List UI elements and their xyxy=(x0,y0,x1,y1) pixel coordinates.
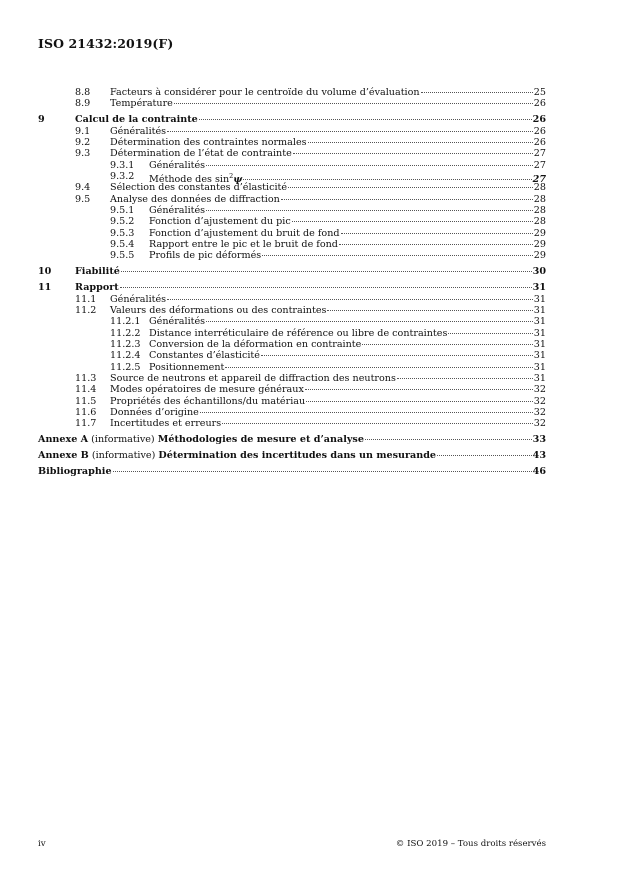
toc-entry[interactable] xyxy=(38,305,546,316)
toc-entry-text: Distance interréticulaire de référence ou libre de contraintes xyxy=(149,327,448,339)
toc-entry-number: 11 xyxy=(38,282,52,294)
toc-page-number: 43 xyxy=(532,450,546,462)
toc-entry-title xyxy=(149,205,205,216)
toc-entry-number: 9.3.1 xyxy=(110,159,135,171)
toc-entry-number: 11.2.1 xyxy=(110,316,141,328)
toc-entry[interactable] xyxy=(38,87,546,98)
toc-entry-title xyxy=(149,328,447,339)
toc-entry-title xyxy=(110,407,199,418)
toc-page-number: 29 xyxy=(533,250,546,262)
footer-copyright: © ISO 2019 – Tous droits réservés xyxy=(395,839,546,849)
toc-page-number: 31 xyxy=(533,327,546,339)
toc-annex-title: Détermination des incertitudes dans un mesurande xyxy=(158,450,437,462)
toc-page-number: 28 xyxy=(533,216,546,228)
toc-entry-text: Fiabilité xyxy=(75,266,120,278)
toc-entry-number: 8.9 xyxy=(75,98,91,110)
toc-entry-text: Conversion de la déformation en contrainte xyxy=(149,339,362,350)
toc-entry[interactable] xyxy=(38,294,546,305)
toc-entry-number: 9.5.4 xyxy=(110,239,135,251)
toc-entry[interactable] xyxy=(38,384,546,395)
toc-entry-title xyxy=(110,384,304,395)
toc-entry-text: Rapport xyxy=(75,282,119,294)
toc-entry-number: 10 xyxy=(38,266,52,278)
toc-entry[interactable] xyxy=(38,160,546,171)
toc-entry[interactable] xyxy=(38,250,546,261)
toc-entry-text: Analyse des données de diffraction xyxy=(110,193,280,205)
toc-page-number: 32 xyxy=(533,384,546,396)
toc-leader-dots xyxy=(167,131,533,132)
toc-entry-title xyxy=(110,305,326,316)
toc-page-number: 33 xyxy=(532,434,546,446)
toc-entry-number: 11.5 xyxy=(75,395,97,407)
toc-entry-text: Rapport entre le pic et le bruit de fond xyxy=(149,239,338,251)
toc-page-number: 28 xyxy=(533,193,546,205)
toc-leader-dots xyxy=(308,142,533,143)
toc-entry[interactable] xyxy=(38,194,546,205)
toc-entry-number: 9 xyxy=(38,114,45,126)
toc-annex-label: Annexe A xyxy=(38,434,89,446)
toc-entry[interactable] xyxy=(38,126,546,137)
toc-entry-text: Fonction d’ajustement du pic xyxy=(149,216,291,228)
toc-leader-dots xyxy=(306,401,533,402)
toc-leader-dots xyxy=(261,355,533,356)
toc-leader-dots xyxy=(288,187,533,188)
toc-leader-dots xyxy=(281,199,533,200)
toc-entry-text: Température xyxy=(110,98,173,110)
toc-entry-number: 11.2.4 xyxy=(110,350,141,362)
toc-entry-text: Positionnement xyxy=(149,361,225,373)
toc-entry[interactable] xyxy=(38,137,546,148)
toc-entry-text: Généralités xyxy=(149,159,206,171)
toc-entry-title xyxy=(149,216,291,227)
toc-entry-text: Profils de pic déformés xyxy=(149,250,262,262)
toc-entry-text: Incertitudes et erreurs xyxy=(110,418,222,430)
toc-entry-text: Méthode des sin xyxy=(149,174,230,186)
toc-entry-text: Données d’origine xyxy=(110,407,199,419)
toc-entry-number: 11.2.2 xyxy=(110,327,141,339)
toc-entry-title xyxy=(110,126,166,137)
toc-entry-title xyxy=(75,266,120,277)
toc-page-number: 32 xyxy=(533,418,546,430)
toc-entry-title xyxy=(149,362,224,373)
toc-entry-number: 9.3 xyxy=(75,148,91,160)
toc-leader-dots xyxy=(167,299,533,300)
toc-entry-title xyxy=(38,434,364,445)
toc-entry-text: Généralités xyxy=(149,316,206,328)
toc-entry-text: Détermination de l’état de contrainte xyxy=(110,148,292,160)
toc-entry-title xyxy=(38,466,112,477)
toc-page-number: 25 xyxy=(533,87,546,98)
toc-page-number: 32 xyxy=(533,407,546,419)
toc-entry-title xyxy=(149,339,361,350)
toc-entry[interactable] xyxy=(38,282,546,293)
toc-page-number: 31 xyxy=(533,304,546,316)
toc-entry-title xyxy=(75,282,119,293)
toc-entry-title xyxy=(110,137,307,148)
table-of-contents xyxy=(38,87,546,478)
toc-entry-title xyxy=(149,228,340,239)
toc-page-number: 31 xyxy=(533,350,546,362)
toc-entry-text: Calcul de la contrainte xyxy=(75,114,198,126)
toc-entry[interactable] xyxy=(38,328,546,339)
toc-entry-number: 11.1 xyxy=(75,293,97,305)
toc-entry[interactable] xyxy=(38,450,546,461)
toc-entry-text: Généralités xyxy=(110,293,167,305)
toc-annex-label: Annexe B xyxy=(38,450,89,462)
toc-entry-number: 8.8 xyxy=(75,87,91,98)
toc-entry-title xyxy=(149,350,260,361)
toc-page-number: 27 xyxy=(533,148,546,160)
toc-leader-dots xyxy=(327,310,532,311)
toc-entry-text: Sélection des constantes d’élasticité xyxy=(110,182,288,194)
toc-leader-dots xyxy=(262,255,533,256)
toc-leader-dots xyxy=(397,378,533,379)
toc-entry-text: Facteurs à considérer pour le centroïde du volume d’évaluation xyxy=(110,87,420,98)
toc-entry-title xyxy=(149,316,205,327)
toc-entry[interactable] xyxy=(38,266,546,277)
toc-entry-number: 9.4 xyxy=(75,182,91,194)
toc-entry-number: 11.2.5 xyxy=(110,361,141,373)
toc-entry-number: 9.2 xyxy=(75,136,91,148)
toc-entry[interactable] xyxy=(38,434,546,445)
toc-entry-number: 9.1 xyxy=(75,125,91,137)
toc-page-number: 26 xyxy=(532,114,546,126)
toc-leader-dots xyxy=(341,233,533,234)
toc-leader-dots xyxy=(305,389,533,390)
toc-page-number: 26 xyxy=(533,136,546,148)
toc-entry[interactable] xyxy=(38,148,546,159)
toc-leader-dots xyxy=(365,439,532,440)
toc-entry[interactable] xyxy=(38,114,546,125)
toc-entry-number: 9.5.5 xyxy=(110,250,135,262)
toc-entry-text: Généralités xyxy=(149,205,206,217)
toc-annex-title: Méthodologies de mesure et d’analyse xyxy=(157,434,364,446)
toc-entry[interactable] xyxy=(38,171,546,186)
toc-leader-dots xyxy=(113,471,532,472)
toc-page-number: 31 xyxy=(533,373,546,385)
toc-page-number: 29 xyxy=(533,239,546,251)
toc-entry[interactable] xyxy=(38,339,546,350)
toc-page-number: 31 xyxy=(533,293,546,305)
toc-leader-dots xyxy=(222,423,533,424)
toc-page-number: 27 xyxy=(533,159,546,171)
toc-page-number: 30 xyxy=(532,266,546,278)
toc-entry-number: 9.5.2 xyxy=(110,216,135,228)
toc-page-number: 31 xyxy=(532,282,546,294)
toc-annex-qualifier: (informative) xyxy=(91,434,155,446)
toc-entry-title xyxy=(110,98,173,109)
toc-entry-text: Propriétés des échantillons/du matériau xyxy=(110,395,306,407)
toc-entry[interactable] xyxy=(38,396,546,407)
toc-entry-number: 9.3.2 xyxy=(110,171,135,182)
toc-leader-dots xyxy=(293,153,533,154)
toc-leader-dots xyxy=(421,92,533,93)
toc-leader-dots xyxy=(292,221,533,222)
toc-entry-text: Détermination des contraintes normales xyxy=(110,136,307,148)
toc-entry-text: Généralités xyxy=(110,125,167,137)
toc-page-number: 31 xyxy=(533,361,546,373)
toc-entry-title xyxy=(149,160,205,171)
toc-entry-title xyxy=(149,239,338,250)
toc-leader-dots xyxy=(225,367,532,368)
toc-leader-dots xyxy=(339,244,533,245)
toc-leader-dots xyxy=(174,103,533,104)
toc-annex-title: Bibliographie xyxy=(38,466,112,478)
toc-entry-title xyxy=(110,194,280,205)
toc-leader-dots xyxy=(448,333,532,334)
toc-page-number: 32 xyxy=(533,395,546,407)
toc-entry-number: 9.5.1 xyxy=(110,205,135,217)
toc-entry-title xyxy=(149,250,261,261)
toc-entry-title xyxy=(110,87,420,98)
toc-annex-qualifier: (informative) xyxy=(91,450,156,462)
toc-entry[interactable] xyxy=(38,228,546,239)
toc-page-number: 31 xyxy=(533,339,546,350)
toc-entry-number: 9.5 xyxy=(75,193,91,205)
toc-entry-title xyxy=(110,373,396,384)
toc-page-number: 26 xyxy=(533,125,546,137)
toc-leader-dots xyxy=(362,344,532,345)
toc-entry-number: 11.7 xyxy=(75,418,97,430)
toc-entry-text: Modes opératoires de mesure généraux xyxy=(110,384,304,396)
toc-entry[interactable] xyxy=(38,182,546,193)
toc-leader-dots xyxy=(206,165,533,166)
toc-leader-dots xyxy=(199,119,532,120)
toc-entry[interactable] xyxy=(38,466,546,477)
document-header: ISO 21432:2019(F) xyxy=(38,36,174,51)
toc-entry-symbol: ψ xyxy=(233,174,243,186)
toc-entry-superscript: 2 xyxy=(229,172,234,180)
toc-entry-text: Fonction d’ajustement du bruit de fond xyxy=(149,227,340,239)
toc-page-number: 27 xyxy=(532,174,546,186)
toc-leader-dots xyxy=(120,287,532,288)
toc-entry[interactable] xyxy=(38,350,546,361)
toc-page-number: 28 xyxy=(533,205,546,217)
toc-entry[interactable] xyxy=(38,205,546,216)
toc-entry-title xyxy=(38,450,436,461)
toc-leader-dots xyxy=(206,321,533,322)
toc-entry-text: Constantes d’élasticité xyxy=(149,350,260,362)
toc-entry-number: 11.3 xyxy=(75,373,97,385)
toc-entry-title xyxy=(75,114,198,125)
toc-entry-title xyxy=(110,418,221,429)
toc-entry-title xyxy=(110,182,287,193)
toc-entry[interactable] xyxy=(38,362,546,373)
toc-page-number: 29 xyxy=(533,227,546,239)
toc-leader-dots xyxy=(243,179,531,180)
toc-entry-number: 11.2 xyxy=(75,304,97,316)
toc-entry-text: Source de neutrons et appareil de diffraction des neutrons xyxy=(110,373,396,385)
toc-entry-number: 11.6 xyxy=(75,407,97,419)
toc-page-number: 31 xyxy=(533,316,546,328)
toc-entry[interactable] xyxy=(38,239,546,250)
toc-entry-number: 11.2.3 xyxy=(110,339,141,350)
toc-entry-title xyxy=(110,396,305,407)
toc-entry-number: 9.5.3 xyxy=(110,227,135,239)
toc-page-number: 26 xyxy=(533,98,546,110)
toc-entry-title xyxy=(110,148,292,159)
toc-entry[interactable] xyxy=(38,418,546,429)
toc-leader-dots xyxy=(206,210,533,211)
toc-leader-dots xyxy=(200,412,533,413)
toc-entry[interactable] xyxy=(38,407,546,418)
toc-entry[interactable] xyxy=(38,373,546,384)
toc-entry-text: Valeurs des déformations ou des contraintes xyxy=(110,304,327,316)
footer-page-number: iv xyxy=(38,839,46,849)
toc-entry-title xyxy=(110,294,166,305)
toc-entry-number: 11.4 xyxy=(75,384,97,396)
toc-entry[interactable] xyxy=(38,98,546,109)
toc-page-number: 28 xyxy=(533,182,546,194)
toc-entry[interactable] xyxy=(38,216,546,227)
toc-entry[interactable] xyxy=(38,316,546,327)
toc-leader-dots xyxy=(121,271,532,272)
toc-leader-dots xyxy=(437,455,532,456)
toc-page-number: 46 xyxy=(532,466,546,478)
